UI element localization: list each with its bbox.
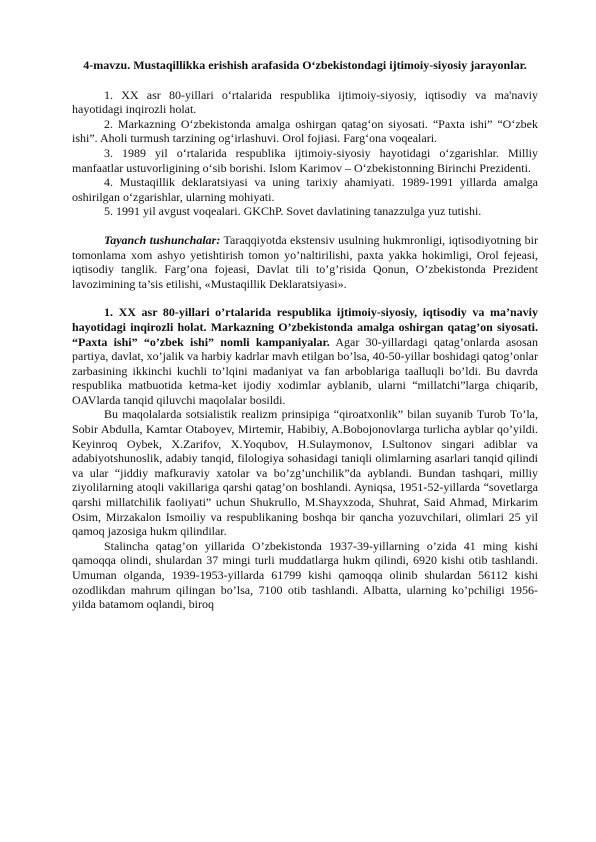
key-terms-label: Tayanch tushunchalar: (104, 232, 221, 247)
section-paragraph-1 (72, 305, 538, 407)
plan-item-3: 3. 1989 yil o‘rtalarida respublika ijtimoiy-siyosiy hayotidagi o‘zgarishlar. Milliy manfaatlar ustuvorligining o‘sib borishi. Islom Karimov – O‘zbekistonning Birinchi Prezidenti. (72, 145, 538, 175)
section-text-1: Agar 30-yillardagi qatag’onlarda asosan partiya, davlat, xo’jalik va harbiy kadrlar mavh etilgan bo’lsa, 40-50-yillar boshidagi qatog’onlar zarbasining ikkinchi kuchli to’lqini madaniyat va fan arboblariga taalluqli bo’ldi. Bu davrda respublika matbuotida ketma-ket ijodiy xodimlar ayblanib, ularni “millatchi”larga chiqarib, OAVlarda tanqid qiluvchi maqolalar bosildi. (72, 334, 539, 407)
plan-item-5: 5. 1991 yil avgust voqealari. GKChP. Sovet davlatining tanazzulga yuz tutishi. (104, 204, 482, 219)
topic-plan (72, 88, 538, 219)
section-paragraph-3: Stalincha qatag’on yillarida O’zbekistonda 1937-39-yillarning o’zida 41 ming kishi qamoqqa olindi, shulardan 37 mingi turli muddatlarga hukm qilindi, 6920 kishi otib tashlandi. Umuman olganda, 1939-1953-yillarda 61799 kishi qamoqqa olinib shulardan 56112 kishi ozodlikdan mahrum qilingan bo’lsa, 7100 otib tashlandi. Albatta, ularning ko’pchiligi 1956-yilda batamom oqlandi, biroq (72, 538, 538, 612)
key-terms-paragraph (72, 233, 538, 291)
plan-item-1: 1. XX asr 80-yillari o‘rtalarida respublika ijtimoiy-siyosiy, iqtisodiy va ma'naviy hayotidagi inqirozli holat. (72, 87, 538, 117)
key-terms-text: Taraqqiyotda ekstensiv usulning hukmronligi, iqtisodiyotning bir tomonlama xom ashyo yetishtirish tomon yo’naltirilishi, paxta yakka hokimligi, Orol fejeasi, iqtisodiy tanglik. Farg’ona fojeasi, Davlat tili to’g’risida Qonun, O’zbekistonda Prezident lavozimining ta’sis etilishi, «Mustaqillik Deklaratsiyasi». (72, 232, 538, 291)
section-paragraph-2: Bu maqolalarda sotsialistik realizm prinsipiga “qiroatxonlik” bilan suyanib Turob To’la, Sobir Abdulla, Kamtar Otaboyev, Mirtemir, Habibiy, A.Bobojonovlarga turlicha ayblar qo’yildi. Keyinroq Oybek, X.Zarifov, X.Yoqubov, H.Sulaymonov, I.Sultonov singari adiblar va adabiyotshunoslik, adabiy tanqid, filologiya sohasidagi taniqli olimlarning asarlari tanqid qilindi va ular “jiddiy mafkuraviy xatolar va bo’zg’unchilik”da ayblandi. Bundan tashqari, milliy ziyolilarning atoqli vakillariga qarshi qatag’on boshlandi. Ayniqsa, 1951-52-yillarda “sovetlarga qarshi millatchilik faoliyati” uchun Shukrullo, M.Shayxzoda, Shuhrat, Said Ahmad, Mirkarim Osim, Mirzakalon Ismoiliy va respublikaning boshqa bir qancha yozuvchilari, olimlari 25 yil qamoq jazosiga hukm qilindilar. (72, 407, 538, 539)
spacer (72, 219, 538, 233)
spacer (72, 291, 538, 305)
page-title: 4-mavzu. Mustaqillikka erishish arafasida O‘zbekistondagi ijtimoiy-siyosiy jarayonlar. (83, 58, 527, 72)
plan-item-2: 2. Markazning O‘zbekistonda amalga oshirgan qatag‘on siyosati. “Paxta ishi” “O‘zbek ishi”. Aholi turmush tarzining og‘irlashuvi. Orol fojiasi. Farg‘ona voqealari. (72, 116, 538, 146)
section-heading: 1. XX asr 80-yillari o’rtalarida respublika ijtimoiy-siyosiy, iqtisodiy va ma’naviy hayotidagi inqirozli holat. Markazning O’zbekistonda amalga oshirgan qatag’on siyosati. “Paxta ishi” “o’zbek ishi” nomli kampaniyalar. (72, 305, 538, 349)
plan-item-4: 4. Mustaqillik deklaratsiyasi va uning tarixiy ahamiyati. 1989-1991 yillarda amalga oshirilgan o‘zgarishlar, ularning mohiyati. (72, 175, 538, 204)
